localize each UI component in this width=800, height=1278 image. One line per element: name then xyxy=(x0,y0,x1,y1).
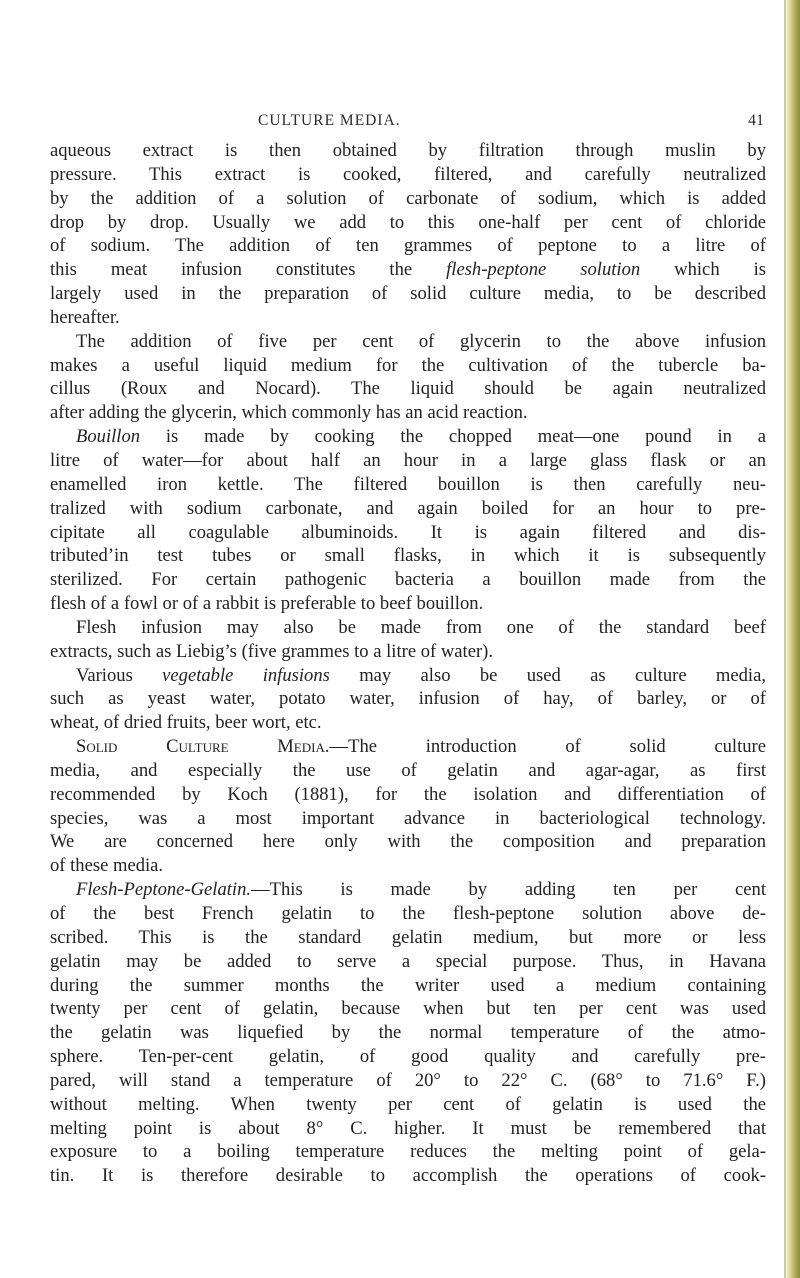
line-text-pre: Various xyxy=(76,664,163,686)
running-head: CULTURE MEDIA. xyxy=(258,112,401,129)
text-line: melting point is about 8° C. higher. It must be remembered that xyxy=(50,1117,766,1139)
text-line xyxy=(50,664,766,688)
text-line: flesh of a fowl or of a rabbit is preferable to beef bouillon. xyxy=(50,593,484,615)
text-line: pressure. This extract is cooked, filtered, and carefully neutralized xyxy=(50,163,766,185)
text-line: extracts, such as Liebig’s (five grammes to a litre of water). xyxy=(50,640,493,662)
text-line: of sodium. The addition of ten grammes of peptone to a litre of xyxy=(50,235,766,257)
text-line: gelatin may be added to serve a special purpose. Thus, in Havana xyxy=(50,950,766,972)
text-line: tralized with sodium carbonate, and again boiled for an hour to pre- xyxy=(50,497,766,519)
text-line: without melting. When twenty per cent of gelatin is used the xyxy=(50,1093,766,1115)
page-edge-shading xyxy=(786,0,800,1278)
italic-term: Flesh-Peptone-Gelatin. xyxy=(76,879,252,901)
text-line: cillus (Roux and Nocard). The liquid should be again neutralized xyxy=(50,378,766,400)
text-line: after adding the glycerin, which commonly has an acid reaction. xyxy=(50,402,528,424)
line-text-post: is made by cooking the chopped meat—one pound in a xyxy=(140,426,766,448)
text-line: Flesh infusion may also be made from one of the standard beef xyxy=(76,616,766,638)
text-line: sphere. Ten-per-cent gelatin, of good quality and carefully pre- xyxy=(50,1046,766,1068)
text-line: species, was a most important advance in bacteriological technology. xyxy=(50,807,766,829)
text-line: The addition of five per cent of glycerin to the above infusion xyxy=(76,330,766,352)
text-line: aqueous extract is then obtained by filtration through muslin by xyxy=(50,140,766,161)
text-line: during the summer months the writer used a medium containing xyxy=(50,974,766,996)
line-text-post: may also be used as culture media, xyxy=(329,664,766,686)
text-line: media, and especially the use of gelatin and agar-agar, as first xyxy=(50,759,766,781)
page-header xyxy=(0,112,772,136)
text-line: exposure to a boiling temperature reduces the melting point of gela- xyxy=(50,1141,766,1163)
text-line: by the addition of a solution of carbonate of sodium, which is added xyxy=(50,187,766,209)
line-text-pre: this meat infusion constitutes the xyxy=(50,259,447,281)
text-line: recommended by Koch (1881), for the isolation and differentiation of xyxy=(50,783,766,805)
page-number: 41 xyxy=(748,112,764,129)
line-text-post: —The introduction of solid culture xyxy=(329,736,767,758)
text-line: hereafter. xyxy=(50,306,120,328)
text-line: We are concerned here only with the composition and preparation xyxy=(50,831,766,853)
italic-term: vegetable infusions xyxy=(162,664,330,686)
text-line: of the best French gelatin to the flesh-peptone solution above de- xyxy=(50,903,766,924)
text-line: scribed. This is the standard gelatin medium, but more or less xyxy=(50,926,766,948)
text-line: enamelled iron kettle. The filtered bouillon is then carefully neu- xyxy=(50,473,766,495)
text-line: tributed’in test tubes or small flasks, in which it is subsequently xyxy=(50,545,766,567)
text-line: of these media. xyxy=(50,855,164,877)
text-line: largely used in the preparation of solid culture media, to be described xyxy=(50,283,766,305)
text-line: cipitate all coagulable albuminoids. It is again filtered and dis- xyxy=(50,521,766,543)
text-line xyxy=(50,425,766,449)
section-heading: Solid Culture Media. xyxy=(76,736,330,758)
text-line: tin. It is therefore desirable to accomplish the operations of cook- xyxy=(50,1165,766,1187)
body-text xyxy=(50,139,766,1188)
text-line xyxy=(50,878,766,902)
text-line: litre of water—for about half an hour in a large glass flask or an xyxy=(50,449,766,471)
text-line: twenty per cent of gelatin, because when but ten per cent was used xyxy=(50,998,766,1020)
text-line: such as yeast water, potato water, infusion of hay, of barley, or of xyxy=(50,688,766,710)
text-line: makes a useful liquid medium for the cultivation of the tubercle ba- xyxy=(50,354,766,376)
text-line: sterilized. For certain pathogenic bacteria a bouillon made from the xyxy=(50,569,766,591)
italic-term: Bouillon xyxy=(76,426,141,448)
text-line xyxy=(50,735,766,759)
text-line: drop by drop. Usually we add to this one-half per cent of chloride xyxy=(50,211,766,233)
text-line xyxy=(50,258,766,282)
line-text-post: —This is made by adding ten per cent xyxy=(251,879,766,901)
line-text-post: which is xyxy=(640,259,766,281)
italic-term: flesh-peptone solution xyxy=(446,259,641,281)
text-line: pared, will stand a temperature of 20° to 22° C. (68° to 71.6° F.) xyxy=(50,1069,766,1091)
text-line: wheat, of dried fruits, beer wort, etc. xyxy=(50,712,322,734)
text-line: the gelatin was liquefied by the normal temperature of the atmo- xyxy=(50,1022,766,1044)
